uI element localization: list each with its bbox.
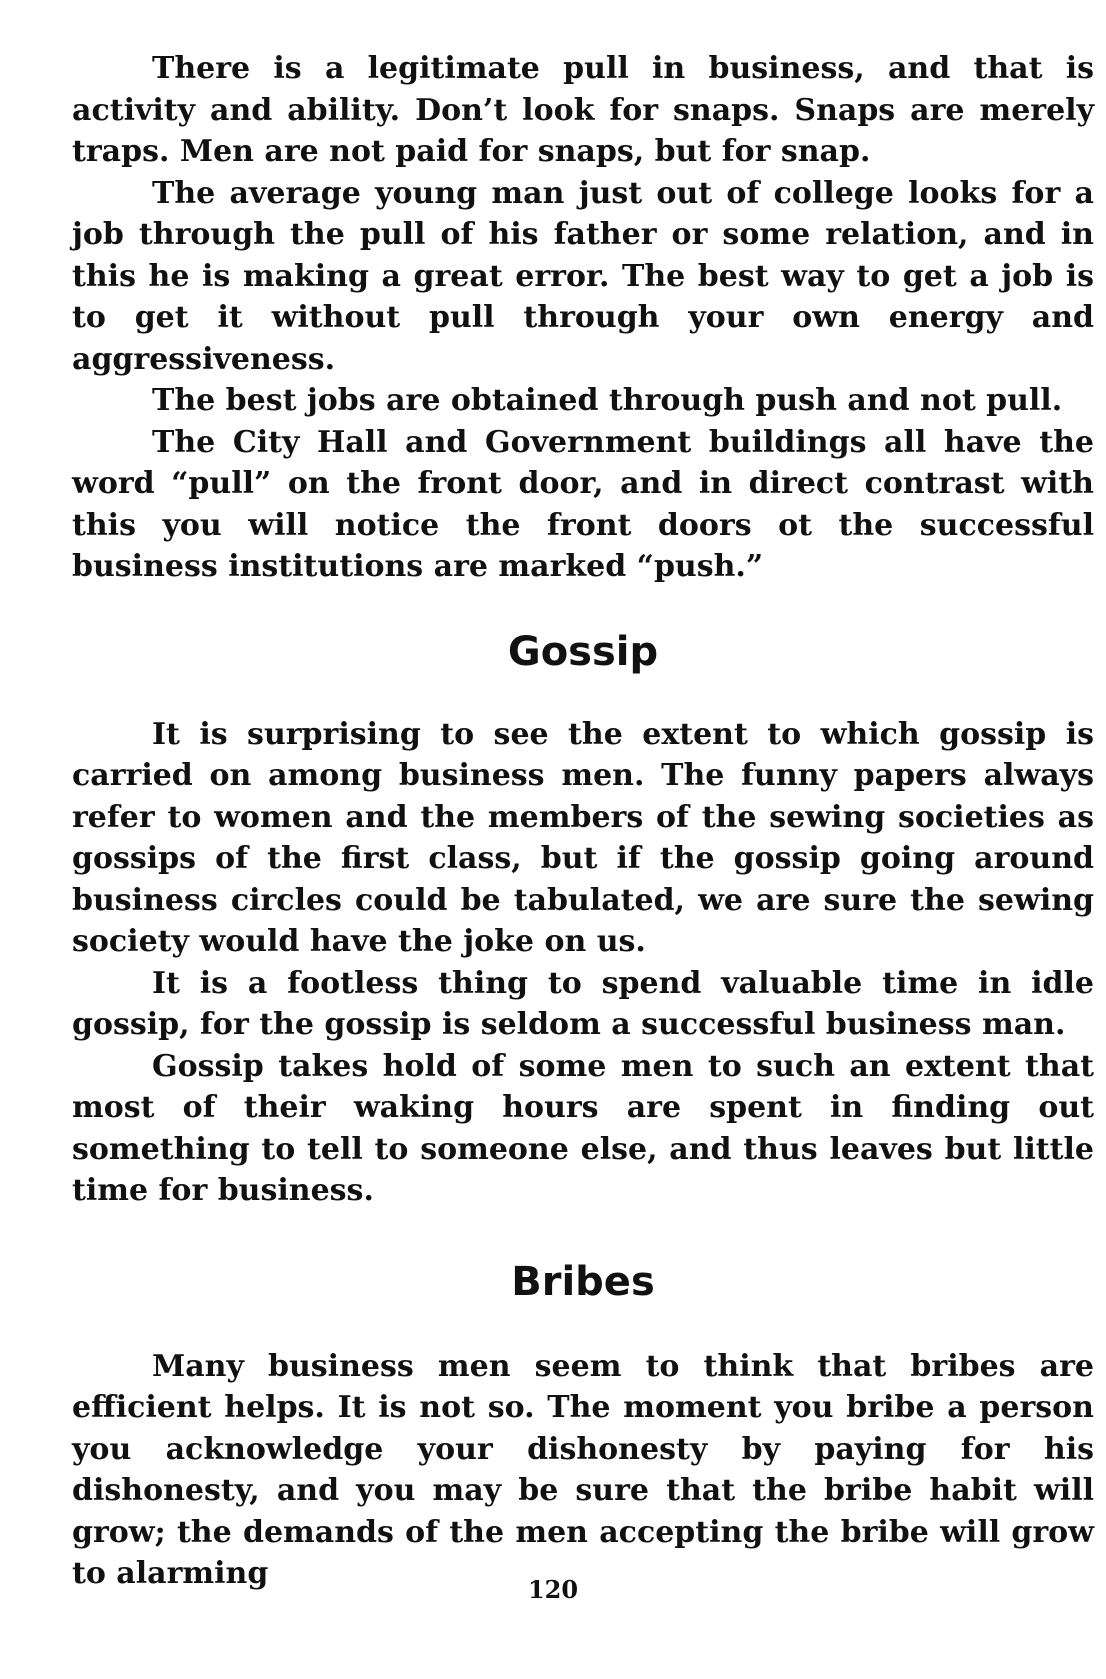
paragraph-pull-1: There is a legitimate pull in business, and that is activity and ability. Don’t look for snaps. Snaps are merely traps. Men are not paid for snaps, but for snap.: [72, 51, 1094, 169]
section-gossip: [72, 628, 1094, 1212]
heading-gossip: Gossip: [507, 628, 659, 675]
paragraph-bribes-1: Many business men seem to think that bribes are efficient helps. It is not so. The moment you bribe a person you acknowledge your dishonesty by paying for his dishonesty, and you may be sure that the bribe habit will grow; the demands of the men accepting the bribe will grow to alarming: [72, 1348, 1094, 1591]
paragraph-pull-2: The average young man just out of college looks for a job through the pull of his father or some relation, and in this he is making a great error. The best way to get a job is to get it without pull through your own energy and aggressiveness.: [72, 175, 1094, 377]
heading-bribes: Bribes: [511, 1258, 655, 1305]
book-page: [72, 48, 1094, 1595]
paragraph-gossip-3: Gossip takes hold of some men to such an extent that most of their waking hours are spent in finding out something to tell to someone else, and thus leaves but little time for business.: [72, 1048, 1094, 1208]
section-bribes: [72, 1258, 1094, 1595]
page-number: 120: [527, 1575, 579, 1604]
paragraph-gossip-2: It is a footless thing to spend valuable time in idle gossip, for the gossip is seldom a successful business man.: [72, 965, 1094, 1042]
paragraph-pull-4: The City Hall and Government buildings all have the word “pull” on the front door, and in direct contrast with this you will notice the front doors ot the successful business institutions are marked “push.”: [72, 424, 1094, 584]
section-pull: [72, 48, 1094, 588]
paragraph-pull-3: The best jobs are obtained through push and not pull.: [152, 383, 1063, 418]
paragraph-gossip-1: It is surprising to see the extent to which gossip is carried on among business men. The funny papers always refer to women and the members of the sewing societies as gossips of the first class, but if the gossip going around business circles could be tabulated, we are sure the sewing society would have the joke on us.: [72, 716, 1094, 959]
